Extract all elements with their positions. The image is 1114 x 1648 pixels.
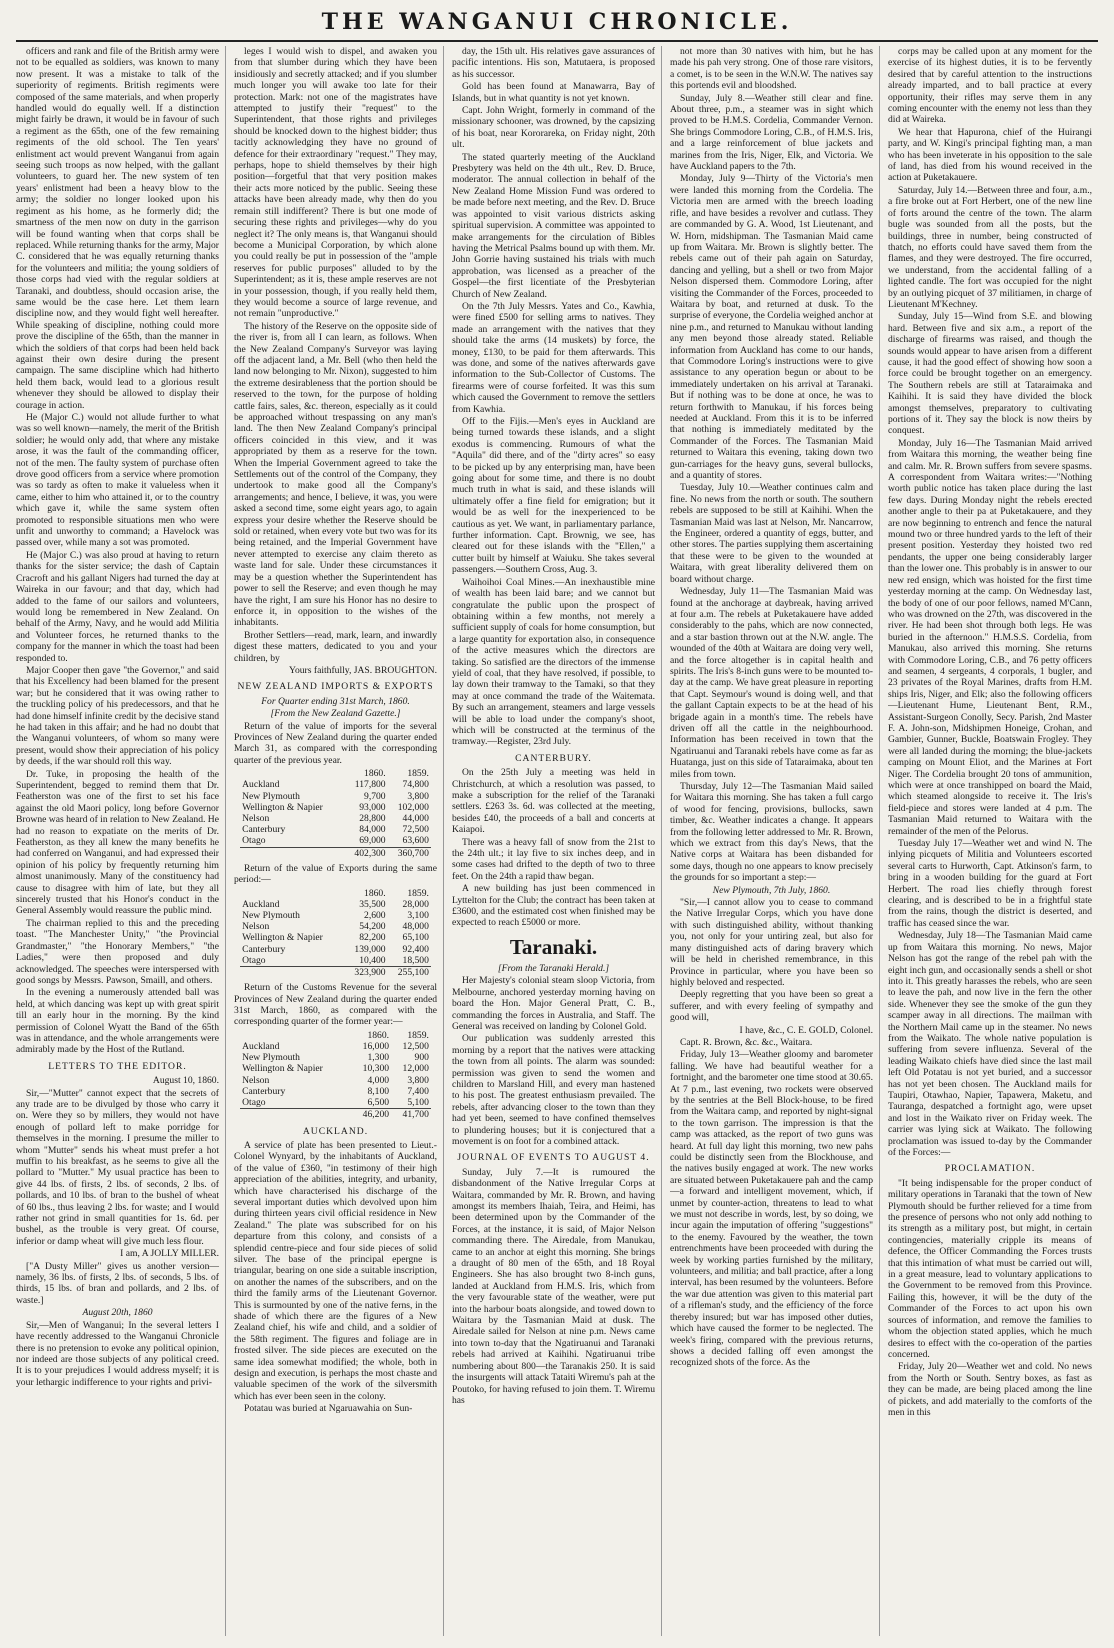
imports-table: [240, 768, 431, 859]
article-paragraph: A new building has just been commenced in Lyttelton for the Club; the contract has been taken at £3600, and the estimated cost when finished may be expected to reach £5000 or more.: [452, 883, 655, 929]
year-header: 1859.: [407, 887, 429, 899]
value-cell: 63,600: [402, 835, 429, 847]
article-paragraph: Return of the Customs Revenue for the several Provinces of New Zealand during the quarter ended 31st March, 1860, as compared with the corresponding quarter of the former year:—: [234, 982, 437, 1028]
value-cell: 10,300: [362, 1063, 390, 1075]
province-cell: Nelson: [242, 1074, 270, 1086]
value-cell: 117,800: [354, 779, 386, 791]
province-cell: Auckland: [242, 779, 280, 791]
letter-date: New Plymouth, 7th July, 1860.: [712, 884, 831, 896]
article-paragraph: Thursday, July 12—The Tasmanian Maid sailed for Waitara this morning. She has taken a full cargo of wood for fencing, provisions, bullocks, sawn timber, &c. Weather indicates a change. It appears from the following letter addressed to Mr. R. Brown, which we extract from this day's News, that the Native corps at Waitara has been disbanded for some days, though no one appears to know precisely the grounds for so important a step:—: [670, 781, 873, 884]
province-cell: Otago: [242, 1097, 266, 1109]
province-cell: Canterbury: [242, 943, 286, 955]
column-3: [452, 46, 662, 1636]
value-cell: 900: [414, 1052, 429, 1064]
table-row: [240, 921, 431, 932]
article-paragraph: Her Majesty's colonial steam sloop Victoria, from Melbourne, anchored yesterday morning having on board the Hon. Major General Pratt, C. B., commanding the forces in Australia, and Staff. The General was received on landing by Colonel Gold.: [452, 975, 655, 1032]
article-paragraph: Dr. Tuke, in proposing the health of the Superintendent, begged to remind them that Dr. Featherston was one of the first to set his face against the old Maori policy, long before Governor Browne was heard of in relation to New Zealand. He had no reason to expatiate on the merits of Dr. Featherston, as they all knew the many benefits he had conferred on Wanganui, and had expressed their opinion of his policy by frequently returning him almost unanimously. Many of the constituency had cause to disagree with him of late, but they all sincerely trusted that his Honor's conduct in the General Assembly would reassure the public mind.: [16, 768, 219, 917]
letter-signature: I have, &c., C. E. GOLD, Colonel.: [739, 1024, 873, 1036]
article-paragraph: The stated quarterly meeting of the Auckland Presbytery was held on the 4th ult., Rev. D. Bruce, moderator. The annual collection in behalf of the New Zealand Home Mission Fund was ordered to be made before next meeting, and the Rev. D. Bruce was appointed to visit various districts asking spiritual supervision. A committee was appointed to make arrangements for the circulation of Bibles having the Metrical Psalms bound up with them. Mr. John Gorrie having sustained his trials with much approbation, was licensed as a preacher of the Gospel—the first licentiate of the Presbyterian Church of New Zealand.: [452, 151, 655, 300]
section-heading-taranaki: Taranaki.: [509, 934, 598, 959]
value-cell: 44,000: [402, 813, 429, 824]
value-cell: 3,800: [407, 1074, 429, 1086]
total-cell: 402,300: [344, 847, 387, 859]
article-paragraph: not more than 30 natives with him, but he has made his pah very strong. One of those rare visitors, a comet, is to be seen in the W.N.W. The natives say this portends evil and bloodshed.: [670, 46, 873, 92]
article-paragraph: Sunday, July 15—Wind from S.E. and blowing hard. Between five and six a.m., a report of the discharge of firearms was raised, and though the sounds would appear to have arisen from a different cause, it had the good effect of showing how soon a force could be brought together on an emergency. The Southern rebels are still at Tataraimaka and Kaihihi. It is said they have divided the block amongst themselves, preparatory to cultivating portions of it. They say the block is now theirs by conquest.: [888, 311, 1092, 437]
letter-address: Capt. R. Brown, &c. &c., Waitara.: [680, 1036, 813, 1048]
table-row: [240, 1041, 431, 1052]
column-4: [670, 46, 880, 1636]
article-paragraph: He (Major C.) would not allude further to what was so well known—namely, the merit of the British soldier; he would only add, that where any mistake arose, it was the fault of the commanding officer, not of the men. The faulty system of purchase often drove good officers from a service where promotion was so tardy as often to make it valueless when it came, either to him who attained it, or to the country which gave it, while the same system often promoted to responsible situations men who were unfit and unworthy to command; a Havelock was passed over, while many a sot was promoted.: [16, 412, 219, 549]
value-cell: 5,100: [407, 1097, 429, 1109]
article-paragraph: Monday, July 16—The Tasmanian Maid arrived from Waitara this morning, the weather being fine and calm. Mr. R. Brown suffers from severe spasms. A correspondent from Waitara writes:—"Nothing worth public notice has taken place during the last few days. During Monday night the rebels erected another angle to their pa at Puketakauere, and they are now beginning to entrench and fence the natural mound two or three hundred yards to the left of their present position. Yesterday they hoisted two red pendants, the upper one being considerably larger than the lower one. This probably is in answer to our new red ensign, which was hoisted for the first time yesterday morning at the camp. On Wednesday last, the body of one of our poor fellows, named M'Cann, who was drowned on the 27th, was discovered in the river. He had been shot through both legs. He was buried in the afternoon." H.M.S.S. Cordelia, from Manukau, also arrived this morning. She returns with Commodore Loring, C.B., and 76 petty officers and seamen, 4 sergeants, 4 corporals, 1 bugler, and 23 privates of the Royal Marines, drafts from H.M. ships Iris, Niger, and Elk; also the following officers—Lieutenant Hume, Lieutenant Bent, R.M., Assistant-Surgeon Conolly, Secy. Parish, 2nd Master F. A. John-son, Midshipmen Honeige, Crohan, and Gambier, Gunner, Buckle, Boatswain Frogley. They were all landed during the morning; the blue-jackets camping on Mount Eliot, and the Marines at Fort Niger. The Cordelia brought 20 tons of ammunition, which were at once transhipped on board the Maid, which steamed alongside to receive it. The Iris's field-piece and stores were landed at 4 p.m. The Tasmanian Maid returned to Waitara with the remainder of the men of the Pelorus.: [888, 437, 1092, 837]
article-paragraph: Sunday, July 7.—It is rumoured the disbandonment of the Native Irregular Corps at Waitara, commanded by Mr. R. Brown, and having amongst its members Ihaiah, Teira, and Heimi, has been determined upon by the Commander of the Forces, at the instance, it is said, of Major Nelson commanding there. The Airedale, from Manukau, came to an anchor at eight this morning. She brings a draught of 80 men of the 65th, and 18 Royal Engineers. She has also brought two 8-inch guns, landed at Auckland from H.M.S. Iris, which from the very favourable state of the weather, were put into the harbour boats alongside, and towed down to Waitara by the Tasmanian Maid at dusk. The Airedale sailed for Nelson at nine p.m. News came into town to-day that the Ngatiruanui and Taranaki rebels had arrived at Kaihihi. Ngatiruanui tribe numbering about 800—the Taranakis 250. It is said the insurgents will attack Tataiti Wiremu's pah at the Poutoko, for having refused to join them. T. Wiremu has: [452, 1166, 655, 1406]
total-cell: 323,900: [344, 967, 387, 979]
province-cell: Nelson: [242, 921, 270, 933]
value-cell: 102,000: [397, 801, 429, 813]
table-row: [240, 944, 431, 955]
value-cell: 28,000: [402, 898, 429, 910]
article-paragraph: Wednesday, July 11—The Tasmanian Maid was found at the anchorage at daybreak, having arrived at four a.m. The rebels at Puketakauere have added considerably to the pahs, which are now connected, and a star bastion thrown out at the N.W. angle. The wounded of the 40th at Waitara are doing very well, and the force altogether is in capital health and spirits. The Iris's 8-inch guns were to be mounted to-day at the camp. We have great pleasure in reporting that Capt. Seymour's wound is doing well, and that the gallant Captain expects to be at the head of his brigade again in a month's time. The rebels have driven off all the cattle in the neighbourhood. Information has been received in town that the Ngatiruanui and Taranaki rebels have come as far as Huatanga, just on this side of Tataraimaka, about ten miles from town.: [670, 586, 873, 780]
section-heading-canterbury: CANTERBURY.: [515, 752, 592, 764]
province-cell: New Plymouth: [242, 910, 300, 922]
article-paragraph: The chairman replied to this and the preceding toast. "The Manchester Unity," "the Provincial Grandmaster," "the Honorary Members," "the Ladies," were then proposed and duly acknowledged. The speeches were interspersed with good songs by Messrs. Pawson, Smaill, and others.: [16, 917, 219, 986]
article-paragraph: Friday, July 13—Weather gloomy and barometer falling. We have had beautiful weather for a fortnight, and the barometer one time stood at 30.65. At 7 p.m., last evening, two rockets were observed by the sentries at the Bell Block-house, to be fired from the Waitara camp, and reported by night-signal to the town garrison. The impression is that the camp was attacked, as the report of two guns was heard. At full day light this morning, two new pahs could be distinctly seen from the Blockhouse, and the natives busily engaged at work. The new works are situated between Puketakauere pah and the camp—a forward and intelligent movement, which, if unmet by counter-action, threatens to lead to what we must not describe in words, lest, by so doing, we incur again the imputation of offering "suggestions" to the enemy. Favoured by the weather, the town entrenchments have been proceeded with during the week by working parties furnished by the military, volunteers, and militia; and ball practice, after a long interval, has been resumed by the volunteers. Before the war due attention was given to this material part of a rifleman's study, and the efficiency of the force thereby insured; but war has imposed other duties, which have caused the former to be neglected. The week's firing, compared with the previous returns, shows a decided falling off even amongst the recognized shots of the force. As the: [670, 1049, 873, 1369]
article-paragraph: We hear that Hapurona, chief of the Huirangi party, and W. Kingi's principal fighting man, a man who has been inveterate in his opposition to the sale of land, has died from his wound received in the action at Puketakauere.: [888, 126, 1092, 184]
value-cell: 9,700: [364, 790, 386, 802]
value-cell: 74,800: [402, 779, 429, 791]
value-cell: 69,000: [359, 835, 386, 847]
columns: [16, 46, 1098, 1636]
province-cell: Otago: [242, 954, 266, 966]
value-cell: 139,000: [354, 943, 386, 955]
exports-table: [240, 888, 431, 979]
table-row: [240, 1075, 431, 1086]
year-header: 1860.: [364, 887, 386, 899]
total-cell: 46,200: [351, 1109, 391, 1121]
table-row: [240, 791, 431, 802]
value-cell: 82,200: [359, 932, 386, 944]
table-row: [240, 779, 431, 790]
letter-signature: I am, A JOLLY MILLER.: [120, 1248, 219, 1260]
table-row: [240, 932, 431, 943]
article-paragraph: Saturday, July 14.—Between three and four, a.m., a fire broke out at Fort Herbert, one of the new line of forts around the centre of the town. The alarm bugle was sounded from all the posts, but the buildings, three in number, being constructed of thatch, no efforts could have saved them from the flames, and they were destroyed. The fire occurred, we understand, from the accidental falling of a lighted candle. The fort was occupied for the night by an outlying picquet of 37 militiamen, in charge of Lieutenant M'Kechney.: [888, 184, 1092, 310]
value-cell: 2,600: [364, 910, 386, 922]
article-paragraph: day, the 15th ult. His relatives gave assurances of pacific intentions. His son, Matutaera, is proposed as his successor.: [452, 46, 655, 80]
masthead: THE WANGANUI CHRONICLE.: [321, 9, 793, 35]
province-cell: Wellington & Napier: [242, 801, 323, 813]
total-cell: 255,100: [388, 967, 431, 979]
letter-paragraph: Deeply regretting that you have been so great a sufferer, and with every feeling of sympathy and good will,: [670, 989, 873, 1024]
table-row: [240, 835, 431, 847]
total-cell: 360,700: [388, 847, 431, 859]
value-cell: 28,800: [359, 813, 386, 824]
article-paragraph: corps may be called upon at any moment for the exercise of its highest duties, it is to be fervently desired that by careful attention to the instructions already imparted, and to ball practice at every opportunity, their rifles may serve them in any coming encounter with the enemy not less than they did at Waireka.: [888, 46, 1092, 126]
value-cell: 12,000: [402, 1063, 429, 1075]
table-row: [240, 1063, 431, 1074]
article-paragraph: He (Major C.) was also proud at having to return thanks for the sister service; the dash of Captain Cracroft and his gallant Nigers had turned the day at Waireka in our favour; and that day, which had added to the fame of our sailors and volunteers, would long be remembered in New Zealand. On behalf of the Army, Navy, and he would add Militia and Volunteer forces, he returned thanks to the company for the manner in which the toast had been responded to.: [16, 549, 219, 664]
source-note: [From the New Zealand Gazette.]: [270, 708, 401, 720]
value-cell: 3,800: [407, 790, 429, 802]
article-paragraph: Gold has been found at Manawarra, Bay of Islands, but in what quantity is not yet known.: [452, 81, 655, 104]
value-cell: 84,000: [359, 824, 386, 836]
value-cell: 8,100: [367, 1085, 390, 1097]
year-header: 1860.: [367, 1029, 390, 1041]
province-cell: New Plymouth: [242, 1052, 300, 1064]
value-cell: 48,000: [402, 921, 429, 933]
article-paragraph: Tuesday July 17—Weather wet and wind N. The inlying picquets of Militia and Volunteers escorted several carts to Hurworth, Capt. Atkinson's farm, to bring in a wooden building for the guard at Fort Herbert. The road lies chiefly through forest clearing, and is described to be in a frightful state from the rains, though the district is deserted, and traffic has ceased since the war.: [888, 838, 1092, 929]
value-cell: 16,000: [362, 1041, 390, 1053]
article-paragraph: Potatau was buried at Ngaruawahia on Sun-: [244, 1403, 413, 1415]
article-paragraph: Our publication was suddenly arrested this morning by a report that the natives were attacking the town from all points. The alarm was sounded: permission was given to send the women and children to Marsland Hill, and every man hastened to his post. The greatest enthusiasm prevailed. The rebels, after advancing closer to the town than they had yet been, seemed to have confined themselves to plundering houses; but it is conjectured that a movement is on foot for a combined attack.: [452, 1033, 655, 1147]
value-cell: 65,100: [402, 932, 429, 944]
letter-paragraph: Sir,—Men of Wanganui; In the several letters I have recently addressed to the Wanganui Chronicle there is no pretension to evoke any political opinion, nor indeed are those subjects of any political creed. It is to your prejudices I would address myself; it is your lethargic indifference to your rights and privi-: [16, 1319, 219, 1388]
article-paragraph: Major Cooper then gave "the Governor," and said that his Excellency had been blamed for the present war; but he considered that it was owing rather to the truckling policy of his predecessors, and that he had done himself infinite credit by the decisive stand he had taken in this affair; and he had no doubt that the Wanganui volunteers, of whom so many were present, would show their appreciation of his policy by deeds, if the war should roll this way.: [16, 664, 220, 768]
year-header: 1859.: [407, 1029, 429, 1041]
value-cell: 6,500: [367, 1097, 390, 1109]
section-heading-journal: JOURNAL OF EVENTS TO AUGUST 4.: [457, 1152, 650, 1164]
value-cell: 7,400: [407, 1085, 429, 1097]
letter-signature: Yours faithfully, JAS. BROUGHTON.: [288, 664, 437, 676]
article-paragraph: Off to the Fijis.—Men's eyes in Auckland are being turned towards these islands, and a slight exodus is commencing. Rumours of what the "Aquila" did there, and of the "dirty acres" so easy to be picked up by any enterprising man, have been going about for some time, and there is no doubt much truth in what is said, and these islands will ultimately offer a fine field for emigration; but it would be as well for the inexperienced to be cautious as yet. We want, in parliamentary parlance, further information. Capt. Brownig, we see, has cleared out for these islands with the "Ellen," a cutter built by himself at Waiuku. She takes several passengers.—Southern Cross, Aug. 3.: [452, 416, 655, 576]
column-2: [234, 46, 444, 1636]
article-paragraph: Return of the value of Exports during the same period:—: [234, 862, 437, 886]
column-5: [888, 46, 1098, 1636]
table-row: [240, 955, 431, 967]
letter-paragraph: Sir,—"Mutter" cannot expect that the secrets of any trade are to be divulged by those who carry it on. Were they so by millers, they would not have enough of pollard left to make porridge for themselves in the morning. I presume the miller to whom "Mutter" sends his wheat must prefer a hot muffin to his breakfast, as he seems to give all the pollard to "Mutter." My usual practice has been to give 44 lbs. of firsts, 2 lbs. of seconds, 2 lbs. of pollards, and 10 lbs. of bran to the bushel of wheat of 60 lbs., thus leaving 2 lbs. for waste; and I would rather not grind in small quantities for 1s. 6d. per bushel, as the trouble is very great. Of course, inferior or damp wheat will give much less flour.: [16, 1087, 219, 1247]
table-row: [240, 910, 431, 921]
value-cell: 93,000: [359, 801, 386, 813]
value-cell: 10,400: [359, 954, 386, 966]
section-heading-imports: NEW ZEALAND IMPORTS & EXPORTS: [237, 681, 434, 693]
province-cell: Auckland: [242, 1041, 280, 1053]
article-paragraph: Waihoihoi Coal Mines.—An inexhaustible mine of wealth has been laid bare; and we cannot but congratulate the public upon the prospect of obtaining within a few months, not merely a sufficient supply of coals for home consumption, but a large quantity for exportation also, in consequence of the active measures which the directors are taking. So satisfied are the directors of the immense yield of coal, that they have resolved, if possible, to lay down their tramway to the Tamaki, so that they may at once command the trade of the Waitemata. By such an arrangement, steamers and large vessels will be able to load under the company's shoot, which will be constructed at the terminus of the tramway.—Register, 23rd July.: [452, 576, 655, 748]
article-paragraph: A service of plate has been presented to Lieut.-Colonel Wynyard, by the inhabitants of Auckland, of the value of £360, "in testimony of their high appreciation of the abilities, integrity, and urbanity, which have characterised his discharge of the several important duties which devolved upon him during thirteen years civil official residence in New Zealand." The plate was subscribed for on his departure from this colony, and consists of a splendid centre-piece and four side pieces of solid silver. The base of the principal epergne is triangular, bearing on one side a suitable inscription, on another the names of the subscribers, and on the third the family arms of the Lieutenant Governor. This is surmounted by one of the native ferns, in the shade of which there are the figures of a New Zealand chief, his wife and child, and a soldier of the 58th regiment. The figures and foliage are in frosted silver. The side pieces are executed on the same idea somewhat modified; the whole, both in design and execution, is perhaps the most chaste and valuable specimen of the work of the silversmith which has ever been seen in the colony.: [234, 1139, 437, 1402]
table-row: [240, 1086, 431, 1097]
article-paragraph: There was a heavy fall of snow from the 21st to the 24th ult.; it lay five to six inches deep, and in some cases had drifted to the depth of two to three feet. On the 24th a rapid thaw began.: [452, 836, 655, 882]
article-paragraph: Wednesday, July 18—The Tasmanian Maid came up from Waitara this morning. No news, Major Nelson has got the range of the rebel pah with the eight inch gun, and occasionally sends a shell or shot into it. This greatly harasses the rebels, who are seen to leave the pah, and now live in the fern the other side. Whenever they see the smoke of the gun they scamper away in all directions. The mailman with the Northern Mail came up in the steamer. No news from the Waikato. The whole native population is suffering from severe influenza. Several of the leading Waikato chiefs have died since the last mail left Old Potatau is not yet buried, and a successor has not yet been chosen. The Auckland mails for Taupiri, Otawhao, Napier, Tapawera, Maketu, and Tauranga, despatched a fortnight ago, were upset and lost in the Waikato river on Friday week. The carrier was lying sick at Waikato. The following proclamation was issued to-day by the Commander of the Forces:—: [888, 930, 1092, 1158]
section-heading-proclamation: PROCLAMATION.: [944, 1163, 1036, 1175]
article-paragraph: Tuesday, July 10.—Weather continues calm and fine. No news from the north or south. The southern rebels are supposed to be still at Kaihihi. When the Tasmanian Maid was last at Nelson, Mr. Nancarrow, the Engineer, ordered a quantity of eggs, butter, and other stores. The parties supplying them ascertaining that these were to be given to the wounded at Waitara, with great liberality delivered them on board without charge.: [670, 482, 873, 585]
column-1: [16, 46, 226, 1636]
year-header: 1860.: [364, 768, 386, 780]
province-cell: Wellington & Napier: [242, 1063, 323, 1075]
province-cell: Nelson: [242, 813, 270, 824]
proclamation-text: "It being indispensable for the proper conduct of military operations in Taranaki that the town of New Plymouth should be further relieved for a time from the presence of persons who not only add nothing to its strength as a military post, but might, in certain contingencies, materially cripple its means of defence, the Officer Commanding the Forces trusts that this intimation of what must be carried out will, in a great measure, lead to voluntary applications to the Government to be removed from this Province. Failing this, however, it will be the duty of the Commander of the Forces to act upon his own sources of information, and remove the families to whom the objection stated applies, which he much desires to effect with the co-operation of the parties concerned.: [888, 1177, 1092, 1360]
year-header: 1859.: [407, 768, 429, 780]
source-note: [From the Taranaki Herald.]: [497, 962, 610, 974]
value-cell: 72,500: [402, 824, 429, 836]
section-subheading: For Quarter ending 31st March, 1860.: [261, 695, 410, 707]
section-heading-letters: LETTERS TO THE EDITOR.: [48, 1060, 187, 1072]
value-cell: 18,500: [402, 954, 429, 966]
province-cell: New Plymouth: [242, 790, 300, 802]
province-cell: Wellington & Napier: [242, 932, 323, 944]
masthead-rule: [16, 40, 1098, 42]
province-cell: Otago: [242, 835, 266, 847]
value-cell: 4,000: [367, 1074, 390, 1086]
value-cell: 35,500: [359, 898, 386, 910]
letter-paragraph: leges I would wish to dispel, and awaken you from that slumber during which they have been insidiously and secretly attacked; and if you slumber much longer you will awake too late for their protection. Mark: not one of the magistrates have attempted to justify their "request" to the Superintendent, that those rights and privileges should be knocked down to the highest bidder; thus tacitly acknowledging they have no ground of defence for their extraordinary "request." They may, perhaps, hope to shield themselves by their high position—forgetful that that very position makes their acts more noticed by the public. Seeing these attacks have been already made, why then do you remain still indifferent? There is but one mode of securing these rights and privileges—why do you neglect it? The only means is, that Wanganui should become a Municipal Corporation, by which alone you could really be put in possession of the "ample reserves for public purposes" alluded to by the Superintendent; as it is, these ample reserves are not in your possession, though, if you really held them, they would become a source of large revenue, and not remain "unproductive.": [234, 46, 437, 320]
value-cell: 92,400: [402, 943, 429, 955]
province-cell: Auckland: [242, 898, 280, 910]
table-row: [240, 813, 431, 824]
value-cell: 12,500: [402, 1041, 429, 1053]
letter-paragraph: The history of the Reserve on the opposite side of the river is, from all I can learn, as follows. When the New Zealand Company's Surveyor was laying off the adjacent land, a Mr. Bell (who then held the land now belonging to Mr. Nixon), suggested to him the extreme desirableness that the portion should be reserved to the town, for the purpose of holding cattle fairs, sales, &c. thereon, especially as it could be approached without trespassing on any man's land. The then New Zealand Company's principal officers coincided in this view, and it was appropriated by them as a reserve for the town. When the Imperial Government agreed to take the Settlements out of the control of the Company, they undertook to make good all the Company's arrangements; and hence, I believe, it was, you were asked a second time, some eight years ago, to again express your desire whether the Reserve should be sold or retained, when every vote but two was for its being retained, and the Imperial Government have never attempted to exercise any claim thereto as waste land for sale. Under these circumstances it may be a question whether the Superintendent has power to sell the Reserve; and even though he may have the right, I am sure his Honor has no desire to enforce it, in opposition to the wishes of the inhabitants.: [234, 320, 437, 629]
editor-note: ["A Dusty Miller" gives us another version—namely, 36 lbs. of firsts, 2 lbs. of seconds, 5 lbs. of thirds, 15 lbs. of bran and pollards, and 2 lbs. of waste.]: [16, 1260, 219, 1306]
table-row: [240, 1052, 431, 1063]
province-cell: Canterbury: [242, 1085, 286, 1097]
table-row: [240, 1097, 431, 1109]
article-paragraph: Monday, July 9—Thirty of the Victoria's men were landed this morning from the Cordelia. The Victoria men are armed with the breech loading rifle, and have besides a revolver and cutlass. They are commanded by G. A. Wood, 1st Lieutenant, and W. Horn, midshipman. The Tasmanian Maid came up from Waitara. Mr. Brown is slightly better. The rebels came out of their pah again on Saturday, dancing and yelling, but a shell or two from Major Nelson dispersed them. Commodore Loring, after visiting the Commander of the Forces, proceeded to Waitara by boat, and returned at dusk. To the surprise of everyone, the Cordelia weighed anchor at nine p.m., and returned to Manukau without landing any men beyond those already stated. Reliable information from Auckland has come to our hands, that Commodore Loring's instructions were to give assistance to any operation begun or about to be immediately undertaken on his arrival at Taranaki. But if nothing was to be done at once, he was to return forthwith to Manukau, if his forces being needed at Auckland. From this it is to be inferred that nothing is immediately meditated by the Commander of the Forces. The Tasmanian Maid returned to Waitara this evening, taking down two gun-carriages for the heavy guns, several bullocks, and a quantity of stores.: [670, 173, 873, 482]
customs-table: [240, 1030, 431, 1121]
table-row: [240, 824, 431, 835]
table-row: [240, 899, 431, 910]
letter-paragraph: Brother Settlers—read, mark, learn, and inwardly digest these matters, dedicated to you and your children, by: [234, 629, 437, 664]
article-paragraph: In the evening a numerously attended ball was held, at which dancing was kept up with great spirit till an early hour in the morning. By the kind permission of Colonel Wyatt the Band of the 65th was in attendance, and the whole arrangements were admirably made by the Host of the Rutland.: [16, 987, 219, 1056]
article-paragraph: Sunday, July 8.—Weather still clear and fine. About three, p.m., a steamer was in sight which proved to be H.M.S. Cordelia, Commander Vernon. She brings Commodore Loring, C.B., of H.M.S. Iris, and a large reinforcement of blue jackets and marines from the Iris, Niger, Elk, and Victoria. We have Auckland papers to the 7th.: [670, 92, 873, 173]
table-row: [240, 802, 431, 813]
total-cell: 41,700: [391, 1109, 431, 1121]
value-cell: 54,200: [359, 921, 386, 933]
article-paragraph: officers and rank and file of the British army were not to be equalled as soldiers, was known to many now present. It was a mistake to talk of the superiority of regiments. British regiments were composed of the same materials, and when properly handled would do equally well. If a distinction might fairly be drawn, it would be in favour of such a regiment as the 65th, one of the few remaining regiments of the old school. The Ten years' enlistment act would prevent Wanganui from again seeing such troops as now helped, with the gallant volunteers, to guard her. The new system of ten years' enlistment had been a heavy blow to the army; the soldier no longer looked upon his regiment as his home, as he formerly did; the smartness of the men now on duty in the garrison will be found wanting when that corps shall be replaced. While returning thanks for the army, Major C. considered that he was equally returning thanks for the volunteers and militia; the young soldiers of those corps had vied with the regular soldiers at Taranaki, and doubtless, should occasion arise, the same would be the case here. Let them learn discipline now, and they would fight well hereafter. While speaking of discipline, nothing could more prove the discipline of the 65th, than the manner in which the soldiers of that corps had been held back against their own desire during the present campaign. The same discipline which had hitherto held them back, would lead to a glorious result whenever they should be allowed to display their courage in action.: [16, 46, 219, 411]
letter-date: August 20th, 1860: [82, 1307, 153, 1319]
article-paragraph: On the 25th July a meeting was held in Christchurch, at which a resolution was passed, to make a subscription for the relief of the Taranaki settlers. £263 3s. 6d. was collected at the meeting, besides £40, the proceeds of a ball and concerts at Kaiapoi.: [452, 767, 655, 836]
article-paragraph: Return of the value of imports for the several Provinces of New Zealand during the quarter ended March 31, as compared with the corresponding quarter of the previous year.: [234, 720, 437, 766]
letter-date: August 10, 1860.: [152, 1075, 219, 1087]
article-paragraph: Friday, July 20—Weather wet and cold. No news from the North or South. Sentry boxes, as fast as they can be made, are being placed among the line of pickets, and add materially to the comforts of the men in this: [888, 1361, 1092, 1418]
letter-paragraph: "Sir,—I cannot allow you to cease to command the Native Irregular Corps, which you have done with such distinguished ability, without thanking you, not only for your untiring zeal, but also for many distinguished acts of daring bravery which will be held in cherished remembrance, in this Province in particular, where you have been so highly beloved and respected.: [670, 897, 873, 988]
article-paragraph: Capt. John Wright, formerly in command of the missionary schooner, was drowned, by the capsizing of his boat, near Kororareka, on Friday night, 20th ult.: [452, 105, 655, 151]
value-cell: 3,100: [407, 910, 429, 922]
article-paragraph: On the 7th July Messrs. Yates and Co., Kawhia, were fined £500 for selling arms to natives. They made an arrangement with the natives that they should take the arms (14 muskets) by force, the money, £130, to be paid for them afterwards. This was done, and some of the natives afterwards gave information to the Sub-Collector of Customs. The firearms were of course forfeited. It was this sum which caused the Government to remove the settlers from Kawhia.: [452, 300, 655, 415]
section-heading-auckland: AUCKLAND.: [302, 1125, 369, 1137]
value-cell: 1,300: [367, 1052, 390, 1064]
province-cell: Canterbury: [242, 824, 286, 836]
